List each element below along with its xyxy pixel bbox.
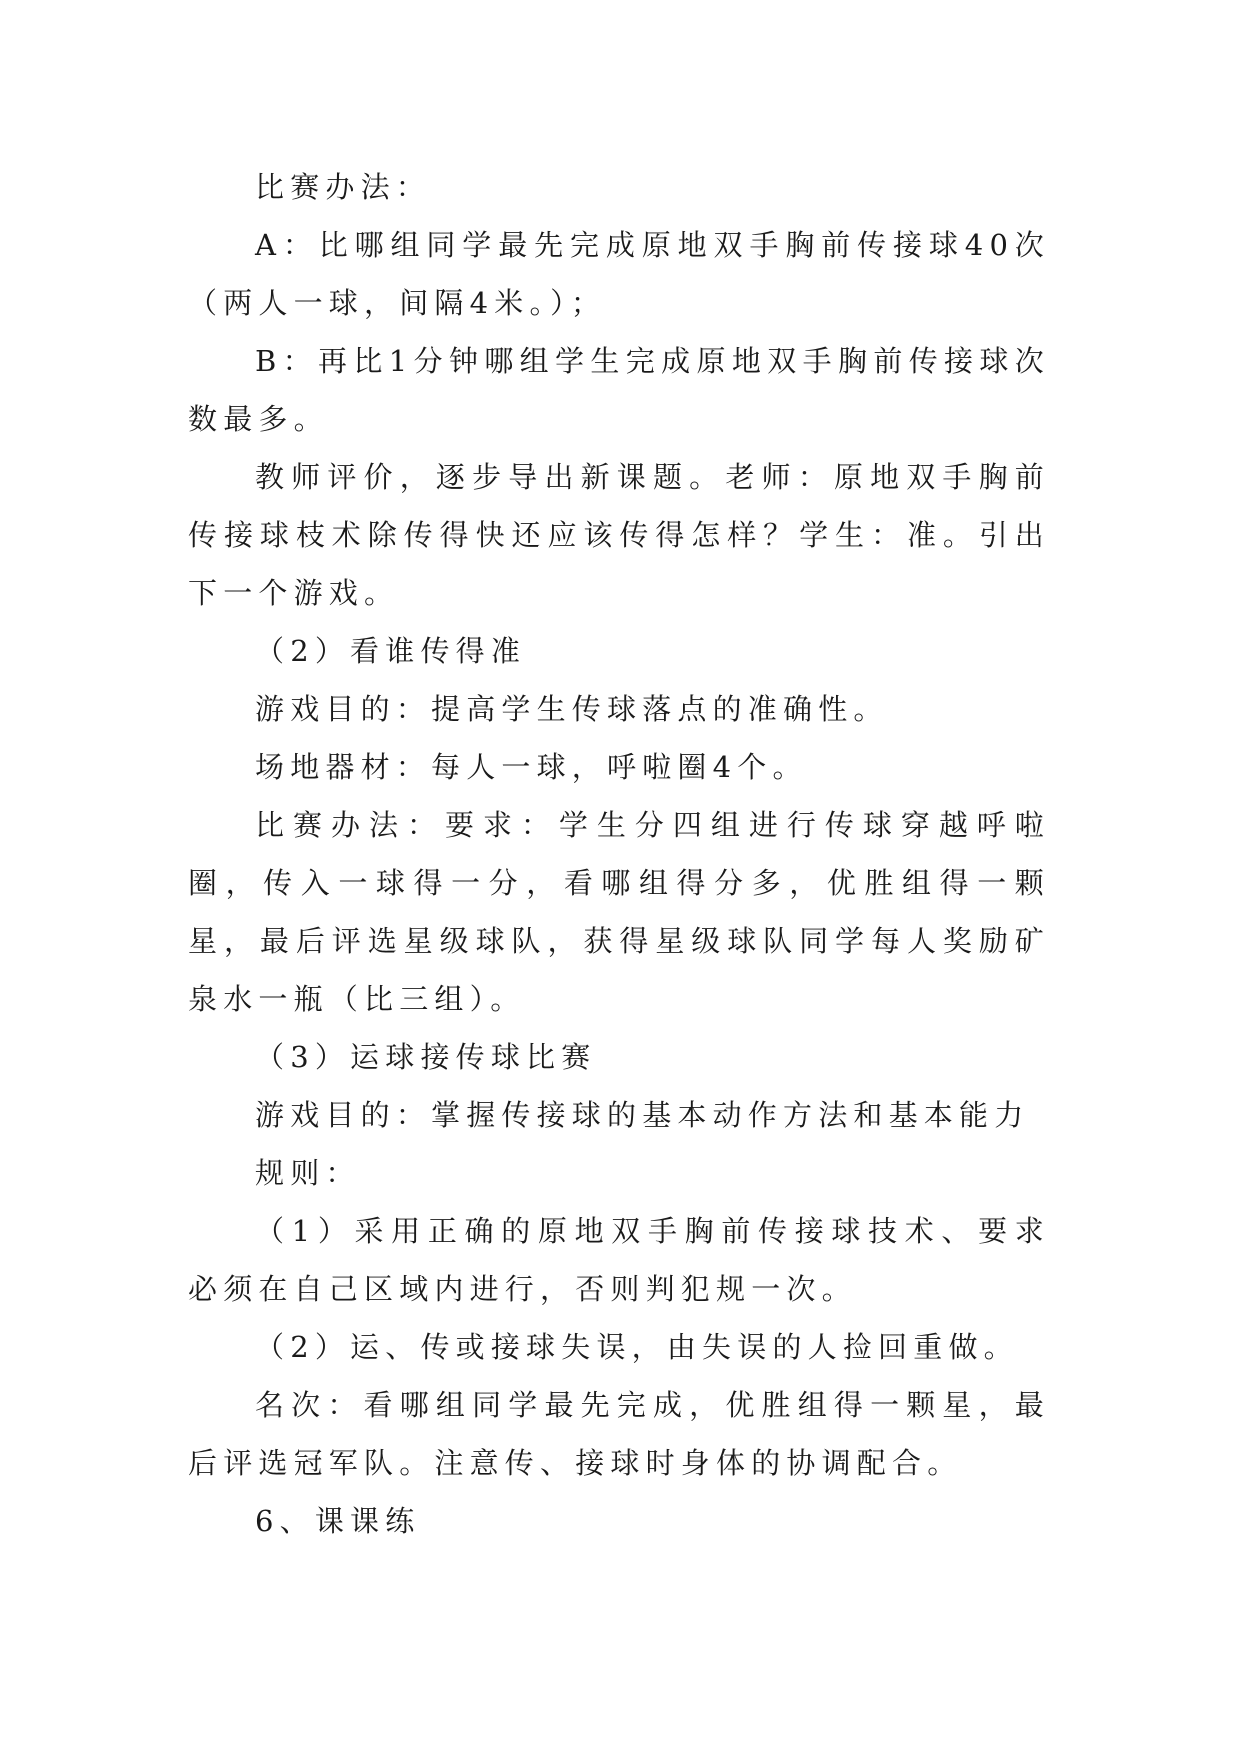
paragraph-game-2-method: 比赛办法：要求：学生分四组进行传球穿越呼啦圈，传入一球得一分，看哪组得分多，优胜组得一颗星，最后评选星级球队，获得星级球队同学每人奖励矿泉水一瓶（比三组）。 [188, 808, 1050, 1016]
paragraph-rule-2: （2）运、传或接球失误，由失误的人捡回重做。 [255, 1330, 1019, 1364]
paragraph-game-2-purpose: 游戏目的：提高学生传球落点的准确性。 [255, 692, 889, 726]
paragraph-rule-1: （1）采用正确的原地双手胸前传接球技术、要求必须在自己区域内进行，否则判犯规一次。 [188, 1214, 1050, 1306]
paragraph-rule-b: B：再比1分钟哪组学生完成原地双手胸前传接球次数最多。 [188, 344, 1050, 436]
paragraph-rule-a: A：比哪组同学最先完成原地双手胸前传接球40次（两人一球，间隔4米。）； [188, 228, 1050, 320]
paragraph-competition-method: 比赛办法： [255, 170, 432, 204]
paragraph-ranking: 名次：看哪组同学最先完成，优胜组得一颗星，最后评选冠军队。注意传、接球时身体的协调配合。 [188, 1388, 1050, 1480]
paragraph-game-2-heading: （2）看谁传得准 [255, 634, 527, 668]
paragraph-game-2-equipment: 场地器材：每人一球，呼啦圈4个。 [255, 750, 808, 784]
paragraph-rules-heading: 规则： [255, 1156, 361, 1190]
paragraph-game-3-heading: （3）运球接传球比赛 [255, 1040, 597, 1074]
paragraph-teacher-evaluation: 教师评价，逐步导出新课题。老师：原地双手胸前传接球枝术除传得快还应该传得怎样？学生：准。引出下一个游戏。 [188, 460, 1050, 610]
paragraph-section-6-heading: 6、课课练 [255, 1504, 421, 1538]
document-body [188, 158, 1050, 1550]
paragraph-game-3-purpose: 游戏目的：掌握传接球的基本动作方法和基本能力 [255, 1098, 1030, 1132]
